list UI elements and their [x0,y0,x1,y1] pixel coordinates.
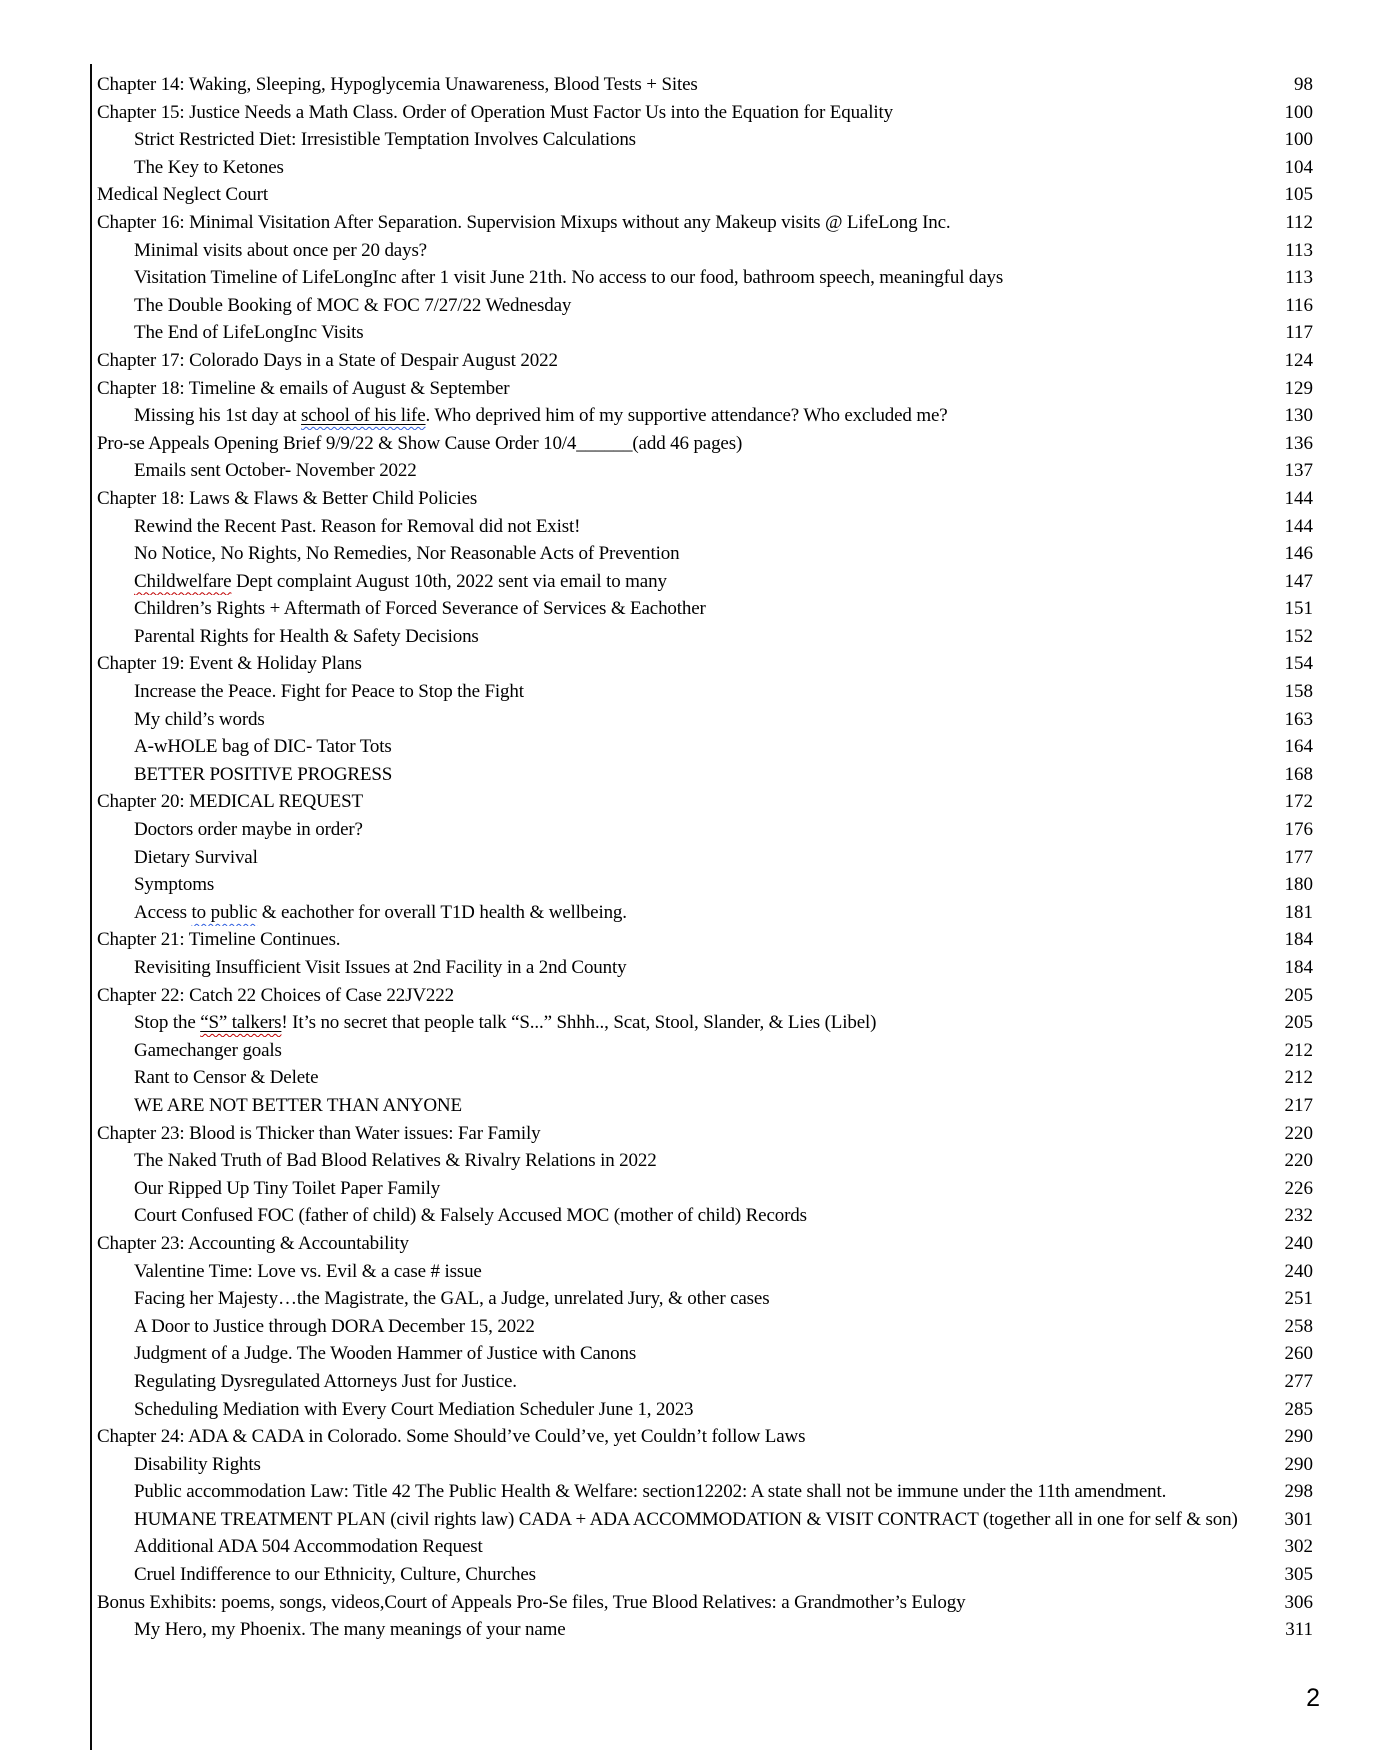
toc-entry [97,1368,1313,1396]
toc-entry [97,706,1313,734]
toc-entry-title: Scheduling Mediation with Every Court Mediation Scheduler June 1, 2023 [134,1398,694,1420]
toc-entry-title: Revisiting Insufficient Visit Issues at 2nd Facility in a 2nd County [134,957,627,978]
toc-entry-page-number: 290 [1284,1426,1313,1448]
toc-entry-page-number: 184 [1284,929,1313,951]
toc-entry-title: BETTER POSITIVE PROGRESS [134,763,393,785]
toc-entry [97,650,1313,678]
toc-entry-page-number: 181 [1284,901,1313,923]
toc-entry-title: Chapter 18: Laws & Flaws & Better Child Policies [97,487,478,509]
toc-entry-page-number: 172 [1284,791,1313,813]
toc-entry-page-number: 212 [1284,1067,1313,1089]
toc-entry-title: Facing her Majesty…the Magistrate, the GAL, a Judge, unrelated Jury, & other cases [134,1288,770,1310]
toc-entry [97,1340,1313,1368]
toc-entry-title: Valentine Time: Love vs. Evil & a case # issue [134,1260,482,1282]
toc-entry-page-number: 305 [1284,1564,1313,1586]
toc-entry-page-number: 290 [1284,1453,1313,1475]
toc-entry-page-number: 129 [1284,377,1313,399]
toc-entry-page-number: 260 [1284,1343,1313,1365]
toc-entry [97,540,1313,568]
toc-entry [97,1092,1313,1120]
toc-entry-page-number: 130 [1284,405,1313,427]
toc-entry [97,733,1313,761]
toc-entry-page-number: 112 [1285,211,1313,233]
toc-entry-page-number: 137 [1284,460,1313,482]
toc-entry-page-number: 105 [1284,184,1313,206]
toc-entry-title: Chapter 24: ADA & CADA in Colorado. Some Should’ve Could’ve, yet Couldn’t follow Laws [97,1426,806,1448]
toc-entry-title: Rant to Censor & Delete [134,1067,319,1089]
toc-entry [97,788,1313,816]
toc-entry [97,678,1313,706]
toc-entry [97,1120,1313,1148]
toc-entry-page-number: 154 [1284,653,1313,675]
toc-entry-title: Judgment of a Judge. The Wooden Hammer of Justice with Canons [134,1343,637,1365]
toc-entry-title: Doctors order maybe in order? [134,819,363,841]
toc-entry-page-number: 100 [1284,101,1313,123]
toc-entry-page-number: 184 [1284,957,1313,978]
toc-entry-page-number: 298 [1284,1481,1313,1503]
toc-entry-page-number: 302 [1284,1536,1313,1558]
spellcheck-squiggle [200,1012,281,1033]
toc-entry [97,1009,1313,1037]
toc-entry-page-number: 152 [1284,625,1313,647]
toc-entry [97,402,1313,430]
toc-entry [97,899,1313,927]
toc-entry-title: Access to public & eachother for overall T1D health & wellbeing. [134,901,627,923]
toc-entry [97,209,1313,237]
toc-entry [97,126,1313,154]
toc-entry [97,1506,1313,1534]
toc-entry-title: Chapter 23: Blood is Thicker than Water issues: Far Family [97,1122,541,1144]
toc-entry [97,871,1313,899]
toc-entry-page-number: 301 [1284,1508,1313,1530]
toc-entry-page-number: 147 [1284,570,1313,592]
toc-entry-title: Rewind the Recent Past. Reason for Removal did not Exist! [134,515,581,537]
toc-entry-title: Childwelfare Dept complaint August 10th, 2022 sent via email to many [134,570,667,592]
toc-entry-page-number: 164 [1284,736,1313,758]
toc-entry-page-number: 113 [1285,267,1313,289]
toc-entry-title: My child’s words [134,708,265,730]
toc-entry [97,1533,1313,1561]
toc-entry-title: Chapter 17: Colorado Days in a State of Despair August 2022 [97,349,558,371]
toc-entry [97,1616,1313,1644]
underlined-text: school of his life [301,405,426,427]
toc-entry-title: The Naked Truth of Bad Blood Relatives & Rivalry Relations in 2022 [134,1150,657,1172]
toc-entry-page-number: 220 [1284,1122,1313,1144]
underlined-text: “S” talkers [200,1012,282,1034]
toc-entry-title: Public accommodation Law: Title 42 The Public Health & Welfare: section12202: A state shall not be immune under the 11th amendment. [134,1481,1167,1503]
toc-entry-title: A-wHOLE bag of DIC- Tator Tots [134,736,392,758]
toc-entry [97,761,1313,789]
toc-entry-title: Stop the “S” talkers! It’s no secret that people talk “S...” Shhh.., Scat, Stool, Slander, & Lies (Libel) [134,1012,877,1034]
toc-entry-page-number: 220 [1284,1150,1313,1172]
toc-entry-title: Parental Rights for Health & Safety Decisions [134,625,479,647]
toc-entry-title: Cruel Indifference to our Ethnicity, Culture, Churches [134,1564,536,1586]
toc-entry-page-number: 217 [1284,1094,1313,1116]
toc-entry [97,595,1313,623]
toc-entry [97,1147,1313,1175]
toc-entry [97,264,1313,292]
toc-entry [97,1202,1313,1230]
toc-entry [97,982,1313,1010]
toc-entry [97,1396,1313,1424]
toc-entry [97,1230,1313,1258]
toc-entry-title: No Notice, No Rights, No Remedies, Nor Reasonable Acts of Prevention [134,543,680,565]
toc-entry-title: HUMANE TREATMENT PLAN (civil rights law) CADA + ADA ACCOMMODATION & VISIT CONTRACT (together all in one for self & son) [134,1508,1238,1530]
toc-entry [97,1423,1313,1451]
toc-entry [97,1175,1313,1203]
toc-entry [97,1064,1313,1092]
toc-entry-page-number: 240 [1284,1232,1313,1254]
toc-entry-page-number: 144 [1284,487,1313,509]
toc-entry [97,1451,1313,1479]
toc-entry [97,1037,1313,1065]
toc-entry [97,292,1313,320]
toc-entry-title: Increase the Peace. Fight for Peace to Stop the Fight [134,681,524,703]
toc-entry-title: My Hero, my Phoenix. The many meanings of your name [134,1619,566,1641]
toc-entry [97,347,1313,375]
toc-entry-page-number: 205 [1284,984,1313,1006]
toc-entry-title: Chapter 21: Timeline Continues. [97,929,341,951]
toc-entry-page-number: 226 [1284,1177,1313,1199]
toc-entry-title: Strict Restricted Diet: Irresistible Temptation Involves Calculations [134,129,636,151]
toc-entry-page-number: 124 [1284,349,1313,371]
toc-entry-title: A Door to Justice through DORA December 15, 2022 [134,1315,535,1337]
toc-entry [97,154,1313,182]
toc-entry-title: Our Ripped Up Tiny Toilet Paper Family [134,1177,441,1199]
toc-entry-title: The Double Booking of MOC & FOC 7/27/22 Wednesday [134,294,572,316]
toc-entry-page-number: 100 [1284,129,1313,151]
toc-entry-title: Gamechanger goals [134,1039,282,1061]
toc-entry [97,926,1313,954]
toc-entry [97,237,1313,265]
toc-entry-page-number: 306 [1284,1591,1313,1613]
toc-entry [97,623,1313,651]
toc-entry [97,1589,1313,1617]
toc-entry-page-number: 98 [1294,74,1313,95]
toc-entry-title: WE ARE NOT BETTER THAN ANYONE [134,1094,462,1116]
toc-entry-page-number: 258 [1284,1315,1313,1337]
toc-entry-title: Chapter 18: Timeline & emails of August & September [97,377,510,399]
toc-entry [97,954,1313,982]
toc-entry [97,1313,1313,1341]
toc-entry [97,844,1313,872]
toc-entry [97,1285,1313,1313]
toc-entry [97,319,1313,347]
toc-entry-title: Chapter 19: Event & Holiday Plans [97,653,362,675]
toc-entry-page-number: 168 [1284,763,1313,785]
toc-entry [97,181,1313,209]
toc-entry-title: Chapter 22: Catch 22 Choices of Case 22JV222 [97,984,454,1006]
toc-entry-title: Additional ADA 504 Accommodation Request [134,1536,483,1558]
toc-entry-page-number: 104 [1284,156,1313,178]
toc-entry-title: Chapter 23: Accounting & Accountability [97,1232,409,1254]
toc-entry [97,71,1313,99]
toc-entry-title: Bonus Exhibits: poems, songs, videos,Court of Appeals Pro-Se files, True Blood Relatives: a Grandmother’s Eulogy [97,1591,966,1613]
toc-entry-title: Regulating Dysregulated Attorneys Just for Justice. [134,1370,517,1392]
page-number-footer: 2 [1306,1684,1320,1712]
toc-entry-title: Chapter 20: MEDICAL REQUEST [97,791,363,813]
toc-entry [97,485,1313,513]
toc-entry [97,457,1313,485]
toc-entry-page-number: 177 [1284,846,1313,868]
toc-entry [97,1561,1313,1589]
toc-entry-title: Symptoms [134,874,215,896]
toc-entry [97,513,1313,541]
page-edge-line [90,64,92,1750]
spellcheck-squiggle: Childwelfare [134,570,232,592]
toc-entry-page-number: 146 [1284,543,1313,565]
toc-entry [97,816,1313,844]
toc-entry-page-number: 180 [1284,874,1313,896]
toc-entry-page-number: 285 [1284,1398,1313,1420]
toc-entry-title: Pro-se Appeals Opening Brief 9/9/22 & Show Cause Order 10/4______(add 46 pages) [97,432,743,454]
toc-entry-title: Medical Neglect Court [97,184,268,206]
toc-entry-title: Emails sent October- November 2022 [134,460,417,482]
toc-entry-title: Dietary Survival [134,846,258,868]
toc-entry [97,375,1313,403]
toc-entry-title: The End of LifeLongInc Visits [134,322,364,344]
toc-entry-title: Court Confused FOC (father of child) & Falsely Accused MOC (mother of child) Records [134,1205,807,1227]
toc-entry-page-number: 240 [1284,1260,1313,1282]
toc-entry-title: Minimal visits about once per 20 days? [134,239,427,261]
toc-entry-title: Visitation Timeline of LifeLongInc after 1 visit June 21th. No access to our food, bathroom speech, meaningful days [134,267,1004,289]
toc-entry-title: Missing his 1st day at school of his life. Who deprived him of my supportive attendance? Who excluded me? [134,405,948,427]
toc-entry-title: Disability Rights [134,1453,261,1475]
toc-entry-page-number: 277 [1284,1370,1313,1392]
toc-entry-title: The Key to Ketones [134,156,284,178]
toc-entry-page-number: 151 [1284,598,1313,620]
toc-entry-title: Chapter 14: Waking, Sleeping, Hypoglycemia Unawareness, Blood Tests + Sites [97,74,698,95]
toc-entry [97,1478,1313,1506]
toc-entry-page-number: 116 [1285,294,1313,316]
toc-entry-page-number: 311 [1285,1619,1313,1641]
toc-entry-page-number: 176 [1284,819,1313,841]
toc-entry-page-number: 113 [1285,239,1313,261]
toc-entry [97,568,1313,596]
grammar-squiggle: to public [191,901,258,923]
toc-entry-page-number: 205 [1284,1012,1313,1034]
toc-entry-page-number: 144 [1284,515,1313,537]
toc-entry-page-number: 163 [1284,708,1313,730]
toc-entry-title: Chapter 15: Justice Needs a Math Class. Order of Operation Must Factor Us into the Equation for Equality [97,101,893,123]
toc-entry-page-number: 212 [1284,1039,1313,1061]
toc-entry [97,1258,1313,1286]
toc-entry [97,99,1313,127]
toc-entry-page-number: 158 [1284,681,1313,703]
grammar-squiggle [301,405,425,426]
toc-entry-page-number: 251 [1284,1288,1313,1310]
toc-entry-title: Children’s Rights + Aftermath of Forced Severance of Services & Eachother [134,598,706,620]
toc-entry-page-number: 232 [1284,1205,1313,1227]
toc-entry-page-number: 136 [1284,432,1313,454]
table-of-contents [97,71,1313,1644]
toc-entry-title: Chapter 16: Minimal Visitation After Separation. Supervision Mixups without any Makeup visits @ LifeLong Inc. [97,211,951,233]
toc-entry [97,430,1313,458]
toc-entry-page-number: 117 [1285,322,1313,344]
